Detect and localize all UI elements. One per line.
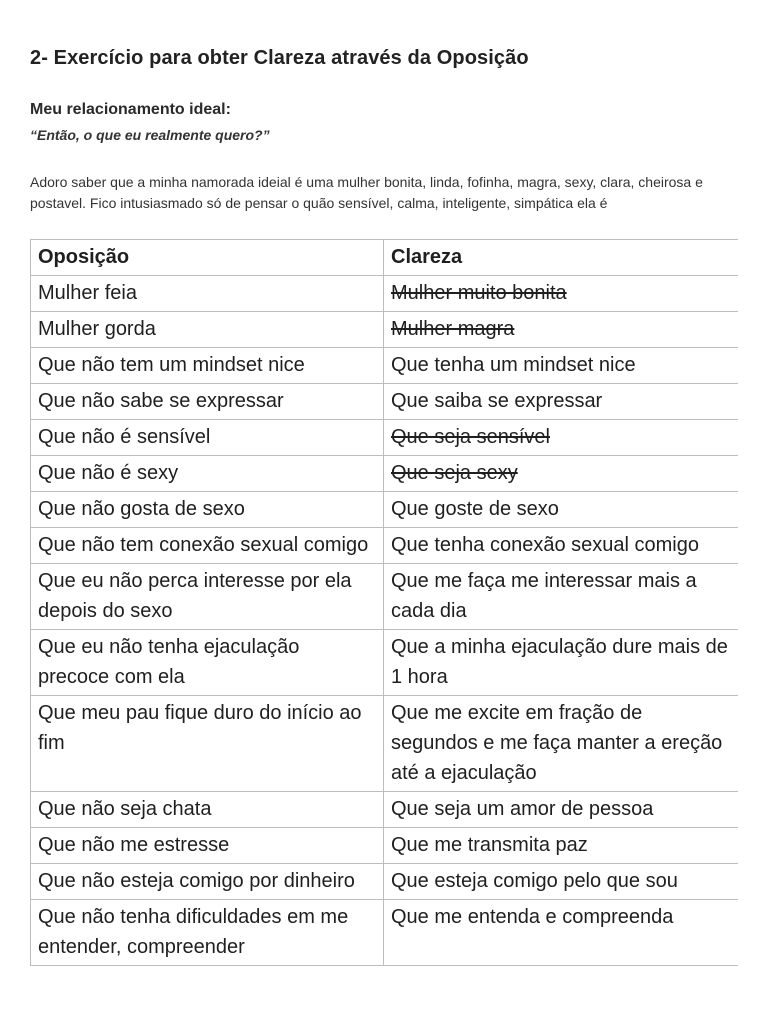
- table-row: [31, 630, 739, 696]
- cell-oposicao: Que não tem conexão sexual comigo: [31, 528, 384, 564]
- table-row: [31, 564, 739, 630]
- cell-oposicao: Que não seja chata: [31, 792, 384, 828]
- cell-oposicao: Que não é sensível: [31, 420, 384, 456]
- section-heading: Meu relacionamento ideal:: [30, 101, 231, 118]
- table-row: [31, 528, 739, 564]
- table-body: [31, 276, 739, 966]
- table-row: [31, 348, 739, 384]
- cell-clareza: Que tenha conexão sexual comigo: [384, 528, 739, 564]
- table-row: [31, 312, 739, 348]
- table-row: [31, 900, 739, 966]
- cell-clareza: Que me excite em fração de segundos e me faça manter a ereção até a ejaculação: [384, 696, 739, 792]
- table-row: [31, 420, 739, 456]
- cell-clareza: Que seja um amor de pessoa: [384, 792, 739, 828]
- cell-oposicao: Que não esteja comigo por dinheiro: [31, 864, 384, 900]
- cell-oposicao: Mulher gorda: [31, 312, 384, 348]
- cell-clareza: Mulher magra: [384, 312, 739, 348]
- cell-clareza: Que tenha um mindset nice: [384, 348, 739, 384]
- cell-oposicao: Que meu pau fique duro do início ao fim: [31, 696, 384, 792]
- cell-oposicao: Que não é sexy: [31, 456, 384, 492]
- header-oposicao: Oposição: [31, 240, 384, 276]
- cell-clareza: Que seja sensível: [384, 420, 739, 456]
- cell-oposicao: Mulher feia: [31, 276, 384, 312]
- table-header-row: [31, 240, 739, 276]
- cell-clareza: Que esteja comigo pelo que sou: [384, 864, 739, 900]
- cell-clareza: Que goste de sexo: [384, 492, 739, 528]
- table-row: [31, 384, 739, 420]
- table-row: [31, 864, 739, 900]
- table-row: [31, 276, 739, 312]
- cell-clareza: Que me transmita paz: [384, 828, 739, 864]
- cell-oposicao: Que não gosta de sexo: [31, 492, 384, 528]
- table-row: [31, 492, 739, 528]
- cell-oposicao: Que eu não tenha ejaculação precoce com ela: [31, 630, 384, 696]
- table-container: [30, 239, 738, 979]
- cell-clareza: Que me faça me interessar mais a cada dia: [384, 564, 739, 630]
- cell-clareza: Que me entenda e compreenda: [384, 900, 739, 966]
- cell-oposicao: Que não tem um mindset nice: [31, 348, 384, 384]
- cell-oposicao: Que não me estresse: [31, 828, 384, 864]
- cell-oposicao: Que não tenha dificuldades em me entender, compreender: [31, 900, 384, 966]
- document-title: 2- Exercício para obter Clareza através da Oposição: [30, 47, 529, 69]
- cell-clareza: Que seja sexy: [384, 456, 739, 492]
- cell-oposicao: Que não sabe se expressar: [31, 384, 384, 420]
- opposition-clarity-table: [30, 239, 738, 966]
- table-row: [31, 792, 739, 828]
- cell-clareza: Que saiba se expressar: [384, 384, 739, 420]
- table-row: [31, 456, 739, 492]
- table-row: [31, 696, 739, 792]
- header-clareza: Clareza: [384, 240, 739, 276]
- cell-clareza: Que a minha ejaculação dure mais de 1 hora: [384, 630, 739, 696]
- section-quote: “Então, o que eu realmente quero?”: [30, 127, 270, 143]
- cell-oposicao: Que eu não perca interesse por ela depois do sexo: [31, 564, 384, 630]
- intro-paragraph: Adoro saber que a minha namorada ideial é uma mulher bonita, linda, fofinha, magra, sexy, clara, cheirosa e postavel. Fico intusiasmado só de pensar o quão sensível, calma, inteligente, simpática ela é: [30, 174, 703, 211]
- table-row: [31, 828, 739, 864]
- cell-clareza: Mulher muito bonita: [384, 276, 739, 312]
